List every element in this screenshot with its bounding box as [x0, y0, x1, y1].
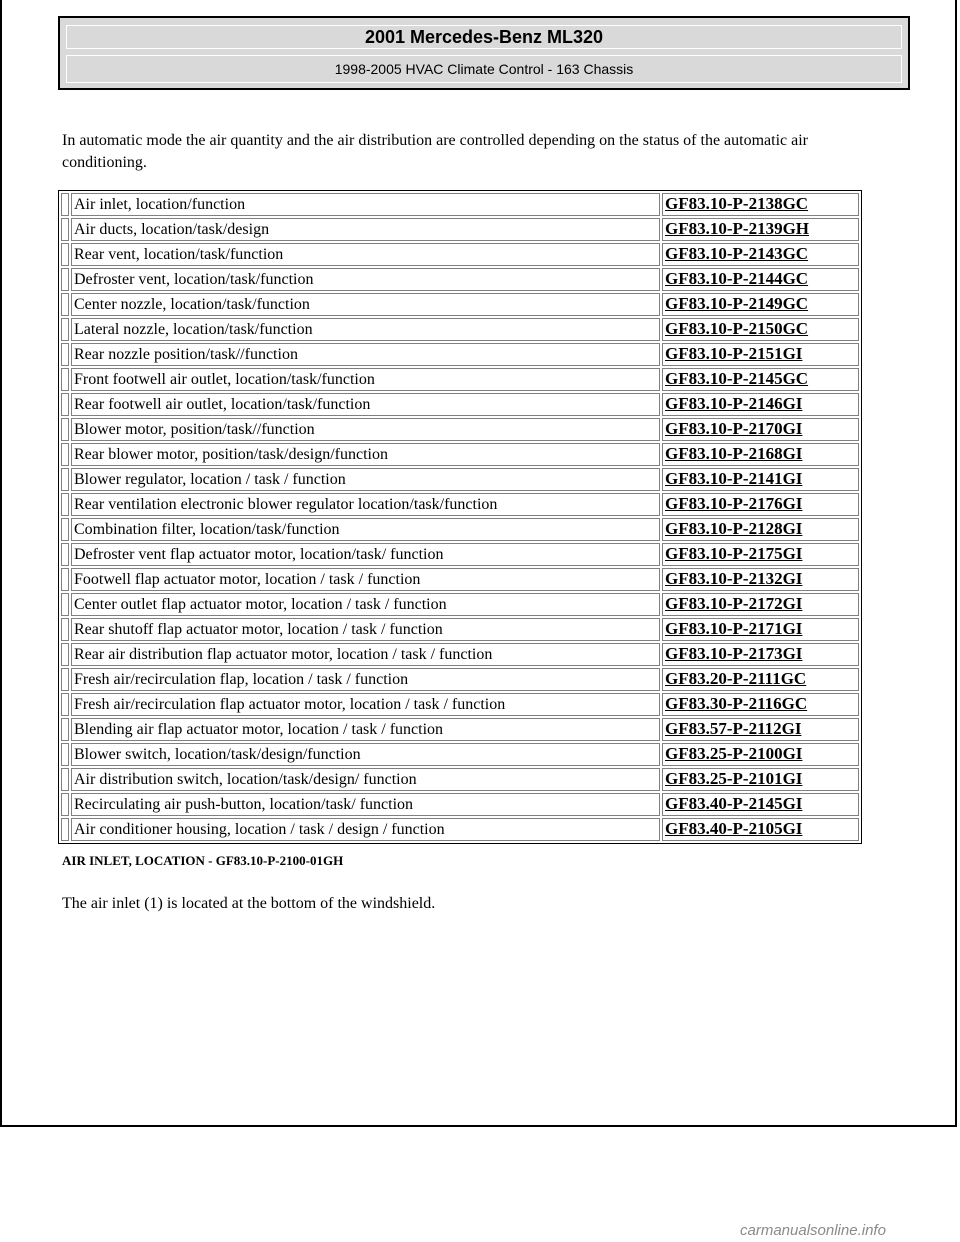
reference-cell — [662, 418, 859, 441]
table-row — [61, 543, 859, 566]
section-heading: AIR INLET, LOCATION - GF83.10-P-2100-01GH — [62, 853, 344, 868]
row-spacer-cell — [61, 293, 69, 316]
reference-cell — [662, 268, 859, 291]
reference-cell — [662, 218, 859, 241]
reference-cell — [662, 343, 859, 366]
reference-link[interactable]: GF83.10-P-2151GI — [665, 344, 803, 363]
reference-description: Air inlet, location/function — [71, 193, 660, 216]
reference-cell — [662, 793, 859, 816]
table-row — [61, 693, 859, 716]
reference-link[interactable]: GF83.10-P-2144GC — [665, 269, 809, 288]
reference-cell — [662, 618, 859, 641]
vehicle-title: 2001 Mercedes-Benz ML320 — [364, 26, 604, 47]
reference-description: Rear shutoff flap actuator motor, location / task / function — [71, 618, 660, 641]
table-row — [61, 418, 859, 441]
row-spacer-cell — [61, 768, 69, 791]
intro-paragraph: In automatic mode the air quantity and the air distribution are controlled depending on the status of the automatic air conditioning. — [62, 132, 808, 171]
reference-cell — [662, 493, 859, 516]
reference-cell — [662, 543, 859, 566]
document-header — [58, 16, 910, 90]
reference-cell — [662, 318, 859, 341]
table-row — [61, 343, 859, 366]
row-spacer-cell — [61, 218, 69, 241]
reference-description: Rear footwell air outlet, location/task/function — [71, 393, 660, 416]
reference-cell — [662, 593, 859, 616]
reference-description: Rear nozzle position/task//function — [71, 343, 660, 366]
reference-link[interactable]: GF83.30-P-2116GC — [665, 694, 808, 713]
reference-cell — [662, 668, 859, 691]
reference-cell — [662, 368, 859, 391]
reference-description: Footwell flap actuator motor, location / task / function — [71, 568, 660, 591]
table-row — [61, 243, 859, 266]
reference-cell — [662, 193, 859, 216]
row-spacer-cell — [61, 718, 69, 741]
reference-link[interactable]: GF83.40-P-2145GI — [665, 794, 803, 813]
reference-link[interactable]: GF83.10-P-2150GC — [665, 319, 809, 338]
table-row — [61, 568, 859, 591]
row-spacer-cell — [61, 743, 69, 766]
table-row — [61, 793, 859, 816]
reference-description: Fresh air/recirculation flap, location / task / function — [71, 668, 660, 691]
row-spacer-cell — [61, 468, 69, 491]
table-row — [61, 593, 859, 616]
reference-cell — [662, 443, 859, 466]
row-spacer-cell — [61, 668, 69, 691]
table-row — [61, 668, 859, 691]
reference-cell — [662, 293, 859, 316]
reference-link[interactable]: GF83.10-P-2132GI — [665, 569, 803, 588]
reference-link[interactable]: GF83.57-P-2112GI — [665, 719, 802, 738]
reference-cell — [662, 643, 859, 666]
row-spacer-cell — [61, 393, 69, 416]
reference-description: Blower switch, location/task/design/function — [71, 743, 660, 766]
reference-link[interactable]: GF83.10-P-2176GI — [665, 494, 803, 513]
row-spacer-cell — [61, 518, 69, 541]
reference-link[interactable]: GF83.10-P-2143GC — [665, 244, 809, 263]
row-spacer-cell — [61, 568, 69, 591]
reference-description: Blower regulator, location / task / function — [71, 468, 660, 491]
table-row — [61, 393, 859, 416]
reference-cell — [662, 468, 859, 491]
header-title-box — [66, 25, 902, 49]
row-spacer-cell — [61, 318, 69, 341]
site-watermark: carmanualsonline.info — [740, 1222, 886, 1239]
table-row — [61, 618, 859, 641]
reference-description: Air ducts, location/task/design — [71, 218, 660, 241]
reference-description: Rear air distribution flap actuator motor, location / task / function — [71, 643, 660, 666]
row-spacer-cell — [61, 443, 69, 466]
reference-description: Fresh air/recirculation flap actuator motor, location / task / function — [71, 693, 660, 716]
row-spacer-cell — [61, 793, 69, 816]
table-row — [61, 518, 859, 541]
reference-link[interactable]: GF83.10-P-2139GH — [665, 219, 810, 238]
reference-description: Center nozzle, location/task/function — [71, 293, 660, 316]
table-row — [61, 468, 859, 491]
reference-link[interactable]: GF83.10-P-2141GI — [665, 469, 803, 488]
reference-link[interactable]: GF83.10-P-2170GI — [665, 419, 803, 438]
reference-description: Combination filter, location/task/function — [71, 518, 660, 541]
reference-link[interactable]: GF83.10-P-2172GI — [665, 594, 803, 613]
reference-cell — [662, 568, 859, 591]
reference-cell — [662, 818, 859, 841]
reference-description: Air distribution switch, location/task/design/ function — [71, 768, 660, 791]
row-spacer-cell — [61, 543, 69, 566]
table-row — [61, 443, 859, 466]
reference-description: Rear vent, location/task/function — [71, 243, 660, 266]
reference-link[interactable]: GF83.10-P-2138GC — [665, 194, 809, 213]
reference-link[interactable]: GF83.20-P-2111GC — [665, 669, 807, 688]
reference-link[interactable]: GF83.10-P-2175GI — [665, 544, 803, 563]
table-row — [61, 318, 859, 341]
table-row — [61, 293, 859, 316]
reference-cell — [662, 718, 859, 741]
row-spacer-cell — [61, 193, 69, 216]
reference-cell — [662, 768, 859, 791]
row-spacer-cell — [61, 243, 69, 266]
reference-description: Rear blower motor, position/task/design/function — [71, 443, 660, 466]
reference-cell — [662, 518, 859, 541]
header-subtitle-box — [66, 55, 902, 83]
reference-link[interactable]: GF83.10-P-2173GI — [665, 644, 803, 663]
manual-subtitle: 1998-2005 HVAC Climate Control - 163 Chassis — [334, 61, 634, 77]
reference-description: Front footwell air outlet, location/task/function — [71, 368, 660, 391]
reference-description: Recirculating air push-button, location/task/ function — [71, 793, 660, 816]
body-paragraph: The air inlet (1) is located at the bottom of the windshield. — [62, 895, 436, 912]
reference-link[interactable]: GF83.40-P-2105GI — [665, 819, 803, 838]
reference-link[interactable]: GF83.25-P-2100GI — [665, 744, 803, 763]
reference-link[interactable]: GF83.10-P-2171GI — [665, 619, 803, 638]
reference-description: Defroster vent, location/task/function — [71, 268, 660, 291]
row-spacer-cell — [61, 343, 69, 366]
reference-description: Blower motor, position/task//function — [71, 418, 660, 441]
reference-link[interactable]: GF83.10-P-2168GI — [665, 444, 803, 463]
reference-table — [58, 190, 862, 844]
reference-description: Lateral nozzle, location/task/function — [71, 318, 660, 341]
reference-description: Blending air flap actuator motor, location / task / function — [71, 718, 660, 741]
reference-link[interactable]: GF83.10-P-2128GI — [665, 519, 803, 538]
row-spacer-cell — [61, 268, 69, 291]
reference-link[interactable]: GF83.10-P-2149GC — [665, 294, 809, 313]
row-spacer-cell — [61, 593, 69, 616]
row-spacer-cell — [61, 368, 69, 391]
row-spacer-cell — [61, 418, 69, 441]
table-row — [61, 768, 859, 791]
table-row — [61, 818, 859, 841]
table-row — [61, 193, 859, 216]
row-spacer-cell — [61, 693, 69, 716]
reference-cell — [662, 693, 859, 716]
reference-description: Rear ventilation electronic blower regulator location/task/function — [71, 493, 660, 516]
reference-link[interactable]: GF83.25-P-2101GI — [665, 769, 803, 788]
reference-description: Air conditioner housing, location / task / design / function — [71, 818, 660, 841]
reference-link[interactable]: GF83.10-P-2146GI — [665, 394, 803, 413]
table-row — [61, 368, 859, 391]
table-row — [61, 268, 859, 291]
table-row — [61, 718, 859, 741]
table-row — [61, 743, 859, 766]
table-row — [61, 493, 859, 516]
table-row — [61, 643, 859, 666]
reference-description: Center outlet flap actuator motor, location / task / function — [71, 593, 660, 616]
reference-cell — [662, 243, 859, 266]
reference-cell — [662, 743, 859, 766]
row-spacer-cell — [61, 643, 69, 666]
table-row — [61, 218, 859, 241]
reference-description: Defroster vent flap actuator motor, location/task/ function — [71, 543, 660, 566]
reference-link[interactable]: GF83.10-P-2145GC — [665, 369, 809, 388]
row-spacer-cell — [61, 493, 69, 516]
reference-cell — [662, 393, 859, 416]
row-spacer-cell — [61, 818, 69, 841]
row-spacer-cell — [61, 618, 69, 641]
